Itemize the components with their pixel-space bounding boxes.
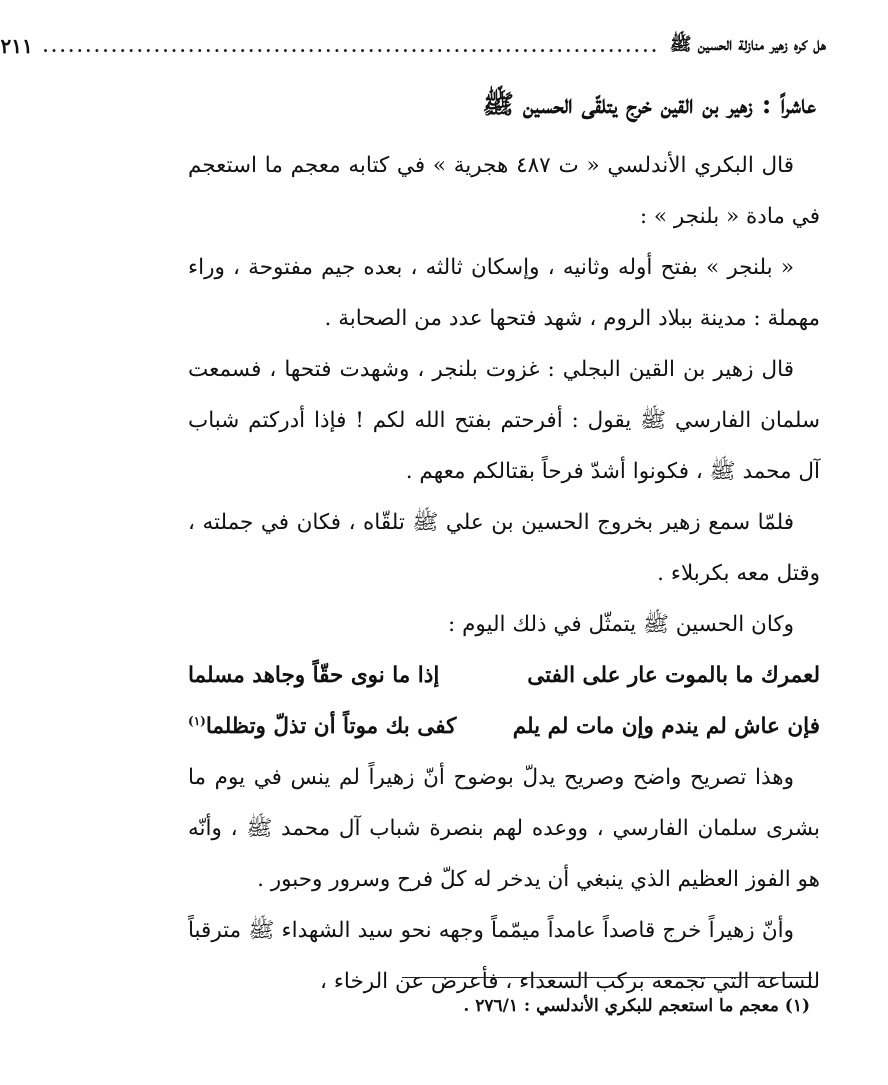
verse-second-hemistich: إذا ما نوى حقّاً وجاهد مسلما [188, 663, 440, 688]
paragraph: فلمّا سمع زهير بخروج الحسين بن علي ﷺ تلقّاه ، فكان في جملته ، وقتل معه بكربلاء . [188, 510, 820, 586]
footnote: (١) معجم ما استعجم للبكري الأندلسي : ٢٧٦/١ . [463, 996, 810, 1016]
verse-line [188, 650, 820, 701]
verse-second-hemistich: كفى بك موتاً أن تذلّ وتظلما [205, 714, 457, 739]
verse-line [188, 701, 820, 752]
verse-first-hemistich: لعمرك ما بالموت عار على الفتى [527, 663, 820, 688]
running-head [0, 30, 826, 62]
paragraph: وكان الحسين ﷺ يتمثّل في ذلك اليوم : [448, 612, 794, 637]
paragraph: قال زهير بن القين البجلي : غزوت بلنجر ، وشهدت فتحها ، فسمعت سلمان الفارسي ﷺ يقول : أفرحتم بفتح الله لكم ! فإذا أدركتم شباب آل محمد ﷺ ، فكونوا أشدّ فرحاً بقتالكم معهم . [188, 357, 820, 484]
paragraph: قال البكري الأندلسي « ت ٤٨٧ هجرية » في كتابه معجم ما استعجم في مادة « بلنجر » : [188, 153, 820, 229]
footnote-marker: (١) [188, 713, 206, 728]
section-heading: عاشراً : زهير بن القين خرج يتلقّى الحسين ﷺ [482, 90, 816, 120]
page-number: ٢١١ [0, 34, 33, 58]
paragraph: وهذا تصريح واضح وصريح يدلّ بوضوح أنّ زهيراً لم ينس في يوم ما بشرى سلمان الفارسي ، ووعده لهم بنصرة شباب آل محمد ﷺ ، وأنّه هو الفوز العظيم الذي ينبغي أن يدخر له كلّ فرح وسرور وحبور . [188, 765, 820, 892]
verse-first-hemistich: فإن عاش لم يندم وإن مات لم يلم [512, 714, 820, 739]
leader-dots: ........................................................................ [42, 36, 660, 56]
paragraph: « بلنجر » بفتح أوله وثانيه ، وإسكان ثالثه ، بعده جيم مفتوحة ، وراء مهملة : مدينة ببلاد الروم ، شهد فتحها عدد من الصحابة . [188, 255, 820, 331]
paragraph: وأنّ زهيراً خرج قاصداً عامداً ميمّماً وجهه نحو سيد الشهداء ﷺ مترقباً للساعة التي تجمعه بركب السعداء ، فأعرض عن الرخاء ، [188, 918, 820, 994]
running-head-title: هل كره زهير منازلة الحسين ﷺ [669, 34, 826, 55]
body-text [188, 140, 820, 1007]
footnote-divider [402, 977, 812, 978]
